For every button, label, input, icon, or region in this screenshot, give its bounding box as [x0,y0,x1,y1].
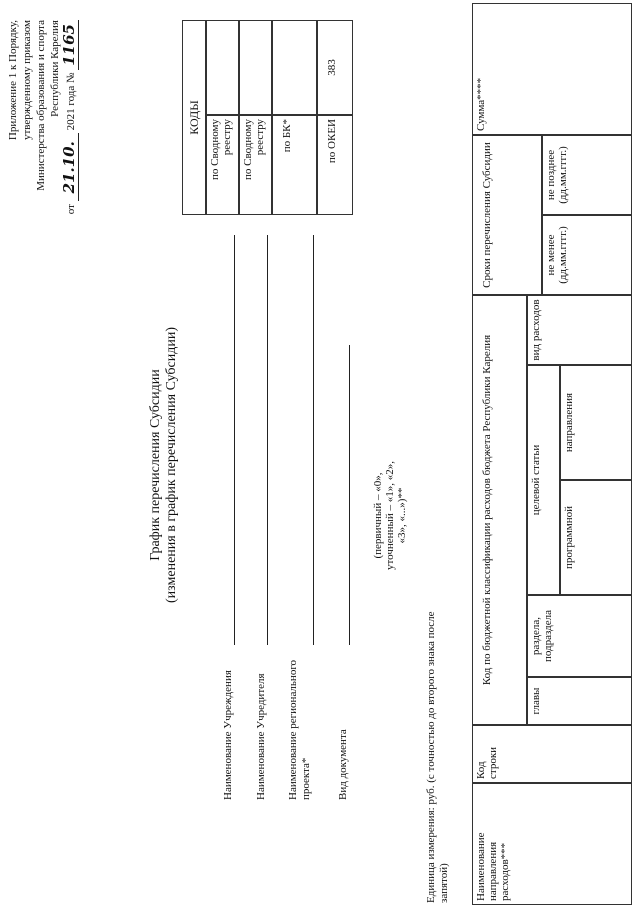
field-project-line [313,235,314,645]
codes-label-bk: по БК* [272,115,317,215]
field-founder-label: Наименование Учредителя [255,673,267,800]
table-kbk-direction: направления [560,365,632,480]
unit-line-1: Единица измерения: руб. (с точностью до второго знака после [425,611,437,903]
field-project-line-1: Наименование регионального [287,659,299,800]
codes-label-okei: по ОКЕИ [317,115,353,215]
title-line-1: График перечисления Субсидии [148,369,163,561]
appendix-block [6,20,78,214]
appendix-day: 21.10. [60,133,79,201]
field-doc-type-label: Вид документа [337,729,349,800]
doc-type-note-3: «3», «...»)** [396,487,408,544]
appendix-line-3: Министерства образования и спорта [35,20,47,191]
table-col-sum: Сумма**** [472,3,632,135]
table-kbk-target: целевой статьи [527,365,560,595]
doc-type-note-1: (первичный – «0», [372,472,384,559]
table-col-kbk: Код по бюджетной классификации расходов бюджета Республики Карелия [472,295,527,725]
appendix-line-4: Республики Карелия [49,20,61,117]
page-title [148,225,180,705]
unit-of-measure [425,611,451,903]
codes-value-registry-2 [239,20,272,115]
appendix-line-1: Приложение 1 к Порядку, [7,20,19,141]
table-terms-to: не позднее (дд.мм.гггг.) [542,135,632,215]
unit-line-2: запятой) [438,863,450,903]
field-project-label [287,660,313,800]
title-line-2: (изменения в график перечисления Субсидии) [164,327,179,603]
appendix-year-text: 2021 года № [65,72,77,131]
appendix-from: от [65,204,77,215]
field-doc-type-line [349,345,350,645]
table-kbk-chapter: главы [527,677,632,725]
codes-label-registry-1: по Сводному реестру [206,115,239,215]
table-kbk-program: программной [560,480,632,595]
table-col-name: Наименование направления расходов*** [472,783,632,905]
table-terms-from: не менее (дд.мм.гггг.) [542,215,632,295]
field-institution-line [234,235,235,645]
codes-value-okei: 383 [317,20,353,115]
appendix-line-2: утвержденному приказом [21,20,33,141]
field-project-line-2: проекта* [300,757,312,800]
table-col-terms: Сроки перечисления Субсидии [472,135,542,295]
field-founder-line [267,235,268,645]
appendix-order-line [62,20,78,214]
codes-value-bk [272,20,317,115]
doc-type-note [372,461,408,570]
field-institution-label: Наименование Учреждения [222,670,234,800]
codes-label-registry-2: по Сводному реестру [239,115,272,215]
table-kbk-section: раздела, подраздела [527,595,632,677]
codes-header: КОДЫ [182,20,206,215]
table-kbk-type: вид расходов [527,295,632,365]
codes-value-registry-1 [206,20,239,115]
appendix-number: 1165 [60,20,79,70]
doc-type-note-2: уточненный – «1», «2», [384,461,396,570]
table-col-code: Код строки [472,725,632,783]
